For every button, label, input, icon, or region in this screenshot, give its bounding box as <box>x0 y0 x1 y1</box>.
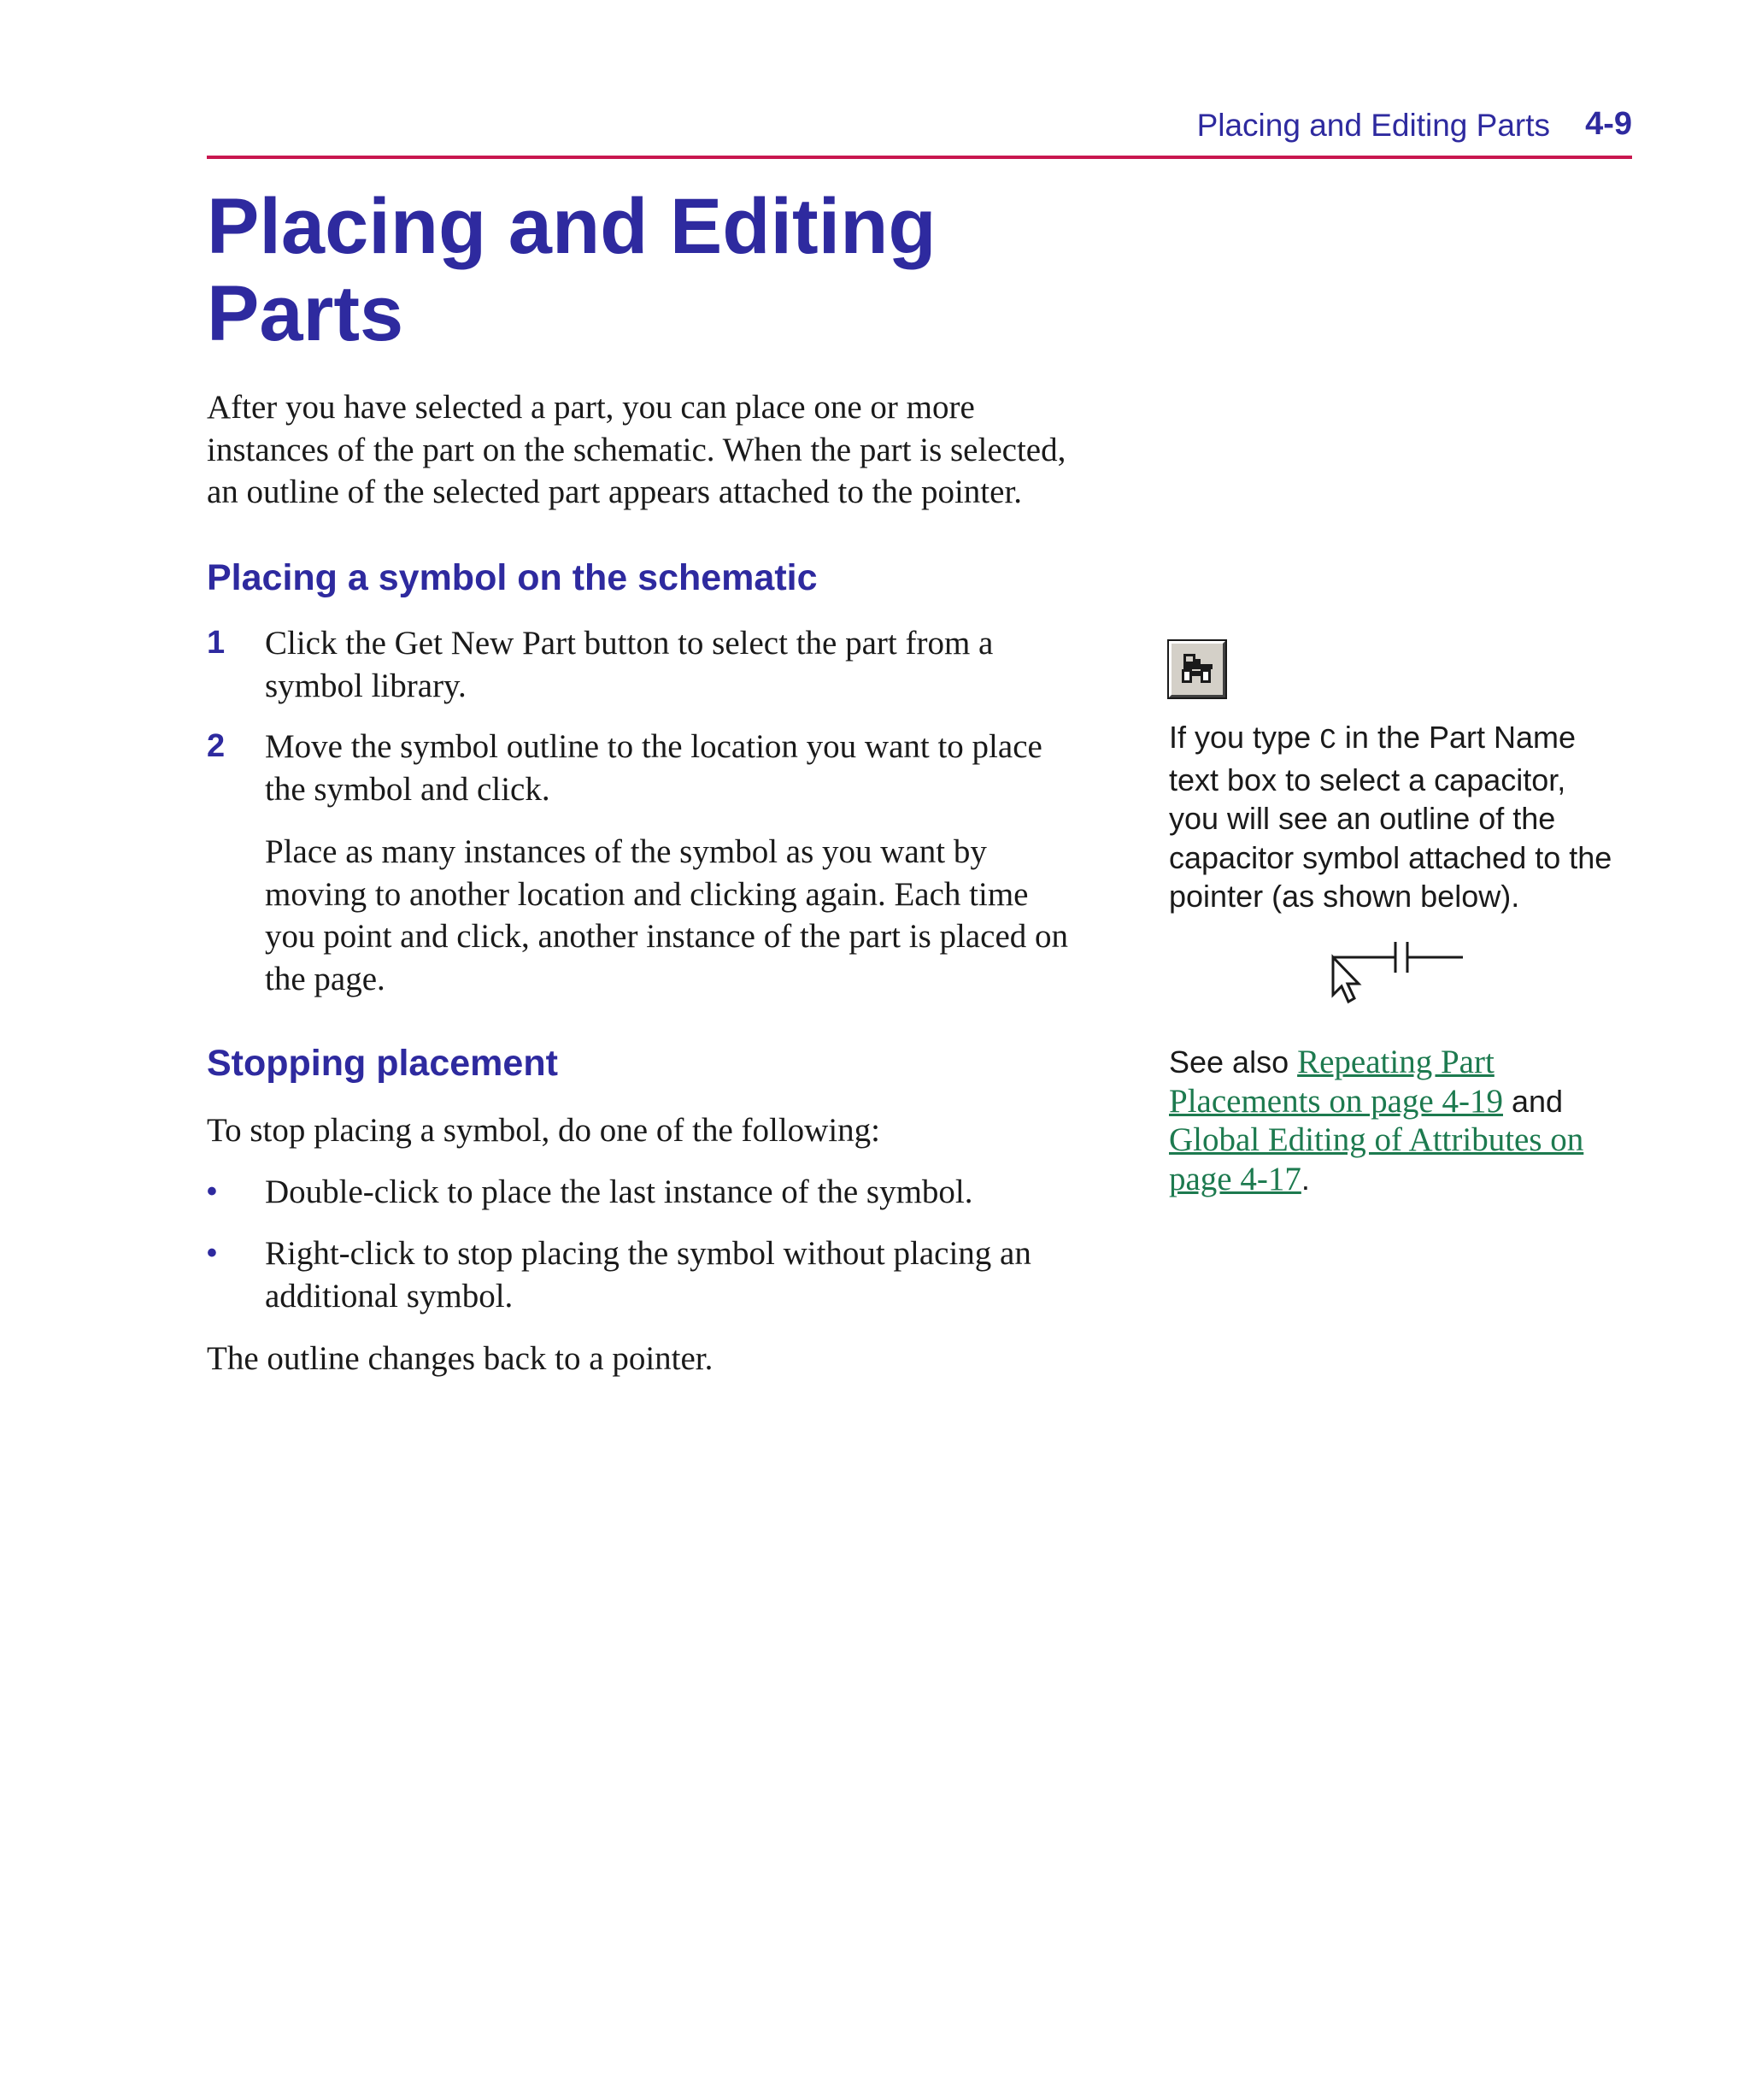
text-line <box>1169 1160 1647 1199</box>
bullet-marker: • <box>207 1237 217 1269</box>
text-line: you will see an outline of the <box>1169 801 1556 836</box>
pointer-capacitor-illustration <box>1324 923 1470 1017</box>
text-line <box>1169 1043 1647 1082</box>
mouse-pointer-icon <box>1333 957 1371 1002</box>
text-line: the symbol and click. <box>265 770 550 808</box>
text-segment: and <box>1502 1083 1564 1119</box>
binoculars-icon <box>1172 644 1223 695</box>
xref-link-repeating-part[interactable]: Repeating Part <box>1297 1044 1495 1080</box>
step-2-followup <box>265 831 1145 1000</box>
running-header <box>207 104 1632 159</box>
text-line <box>1169 718 1647 761</box>
section-heading-placing: Placing a symbol on the schematic <box>207 557 818 598</box>
chapter-title <box>207 183 976 357</box>
text-line <box>1169 1082 1647 1121</box>
text-line: the page. <box>265 960 385 997</box>
text-line: moving to another location and clicking again. Each time <box>265 875 1029 913</box>
xref-link-global-editing[interactable]: page 4-17 <box>1169 1160 1301 1197</box>
xref-link-repeating-part[interactable]: Placements on page 4-19 <box>1169 1082 1503 1120</box>
stopping-closing: The outline changes back to a pointer. <box>207 1340 714 1377</box>
bullet-marker: • <box>207 1175 217 1208</box>
get-new-part-button[interactable] <box>1169 641 1225 697</box>
text-segment: . <box>1301 1161 1310 1197</box>
step-2-text <box>265 726 1145 810</box>
text-line: you point and click, another instance of the part is placed on <box>265 918 1069 955</box>
text-line: text box to select a capacitor, <box>1169 762 1566 797</box>
intro-paragraph <box>207 386 1147 514</box>
sidebar-tip <box>1169 718 1647 916</box>
step-1-text <box>265 622 1145 707</box>
text-line: capacitor symbol attached to the <box>1169 839 1612 875</box>
step-number: 1 <box>207 625 226 661</box>
step-number: 2 <box>207 728 226 764</box>
chapter-title-line: Placing and Editing <box>207 183 937 270</box>
code-snippet: C <box>1319 725 1336 756</box>
running-title: Placing and Editing Parts <box>1196 108 1550 143</box>
text-line: additional symbol. <box>265 1277 514 1315</box>
text-line: symbol library. <box>265 667 467 704</box>
text-line: pointer (as shown below). <box>1169 879 1520 914</box>
text-line: Click the Get New Part button to select the part from a <box>265 625 994 662</box>
stopping-intro: To stop placing a symbol, do one of the following: <box>207 1112 880 1149</box>
text-line: instances of the part on the schematic. When the part is selected, <box>207 431 1066 468</box>
xref-link-global-editing[interactable]: Global Editing of Attributes on <box>1169 1121 1584 1158</box>
see-also-note <box>1169 1043 1647 1198</box>
text-segment: See also <box>1169 1044 1298 1079</box>
text-segment: If you type <box>1169 720 1320 755</box>
text-line: Right-click to stop placing the symbol without placing an <box>265 1235 1031 1272</box>
text-line: Move the symbol outline to the location you want to place <box>265 728 1042 765</box>
bullet-2-text <box>265 1232 1145 1317</box>
capacitor-outline-icon <box>1371 942 1463 973</box>
bullet-1-text <box>265 1171 1145 1214</box>
text-line: an outline of the selected part appears attached to the pointer. <box>207 474 1023 510</box>
text-line: Place as many instances of the symbol as you want by <box>265 833 987 870</box>
text-segment: in the Part Name <box>1336 720 1577 755</box>
section-heading-stopping: Stopping placement <box>207 1043 558 1084</box>
chapter-title-line: Parts <box>207 270 404 357</box>
text-line: Double-click to place the last instance of the symbol. <box>265 1174 973 1210</box>
page-number: 4-9 <box>1585 106 1632 142</box>
text-line: After you have selected a part, you can place one or more <box>207 389 975 426</box>
text-line <box>1169 1121 1647 1160</box>
